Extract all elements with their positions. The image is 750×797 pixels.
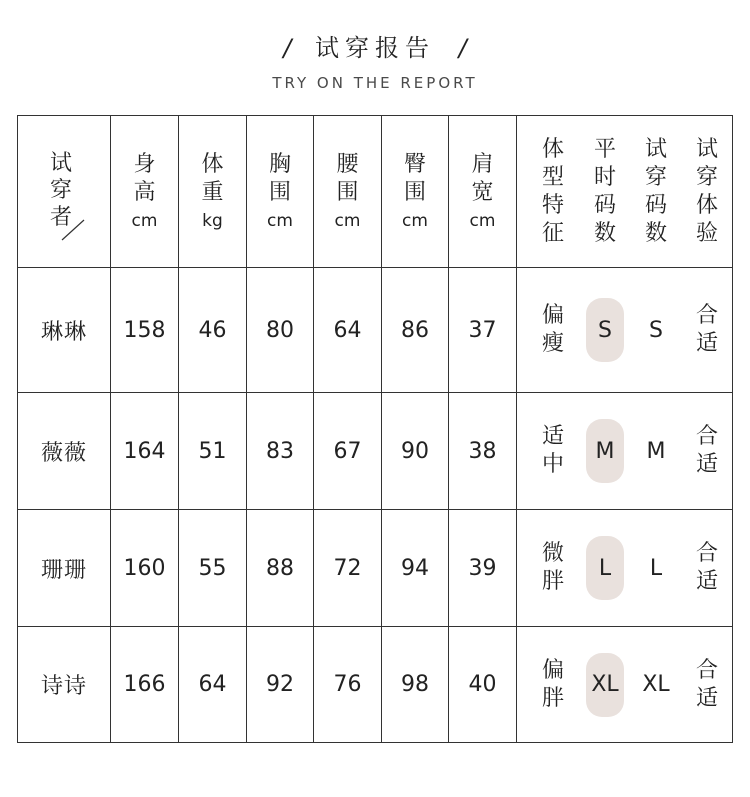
header-tester-inner <box>18 116 110 267</box>
weight-value: 46 <box>198 317 227 343</box>
waist-value: 67 <box>333 438 362 464</box>
header-experience-char: 穿 <box>695 164 718 190</box>
header-height-unit: cm <box>131 210 158 231</box>
shoulder-cell <box>449 268 517 392</box>
header-hip-char: 臀 <box>403 151 426 177</box>
chest-cell <box>247 510 314 626</box>
body-type-char: 适 <box>541 424 564 449</box>
header-weight <box>179 116 247 267</box>
hip-value: 98 <box>401 672 429 697</box>
header-shoulder <box>449 116 517 267</box>
header-hip <box>382 116 449 267</box>
experience-char: 合 <box>695 541 718 566</box>
header-usual-size-char: 平 <box>593 136 616 162</box>
experience-char: 合 <box>695 657 718 683</box>
tester-name: 琳琳 <box>40 319 87 345</box>
tester-name: 珊珊 <box>40 557 87 583</box>
weight-cell <box>179 510 247 626</box>
header-height-char: 高 <box>133 179 156 205</box>
try-size-cell <box>632 510 680 626</box>
report-title-text: 试穿报告 <box>315 34 435 62</box>
experience-cell <box>683 393 731 509</box>
header-try-size <box>632 116 680 267</box>
chest-value: 80 <box>266 317 294 343</box>
shoulder-value: 39 <box>468 555 497 581</box>
body-type-char: 胖 <box>541 569 564 594</box>
chest-cell <box>247 627 314 742</box>
body-type-char: 瘦 <box>541 331 564 356</box>
weight-value: 64 <box>198 672 227 697</box>
waist-cell <box>314 268 382 392</box>
table-row <box>18 627 732 742</box>
hip-value: 94 <box>401 555 429 581</box>
height-value: 158 <box>123 317 166 343</box>
height-value: 164 <box>123 438 166 464</box>
header-height <box>111 116 179 267</box>
chest-cell <box>247 268 314 392</box>
tester-name-cell <box>18 393 111 509</box>
header-usual-size-char: 时 <box>593 164 616 190</box>
report-title-cn <box>0 30 750 66</box>
waist-cell <box>314 393 382 509</box>
tester-name-cell <box>18 510 111 626</box>
try-size-cell <box>632 627 680 742</box>
header-fit-group <box>517 116 732 267</box>
header-weight-char: 重 <box>201 179 224 205</box>
hip-value: 90 <box>401 438 429 464</box>
height-cell <box>111 510 179 626</box>
header-waist-unit: cm <box>334 210 361 231</box>
chest-value: 92 <box>266 672 294 697</box>
header-body-type-char: 型 <box>541 164 564 190</box>
chest-cell <box>247 393 314 509</box>
waist-value: 72 <box>333 555 362 581</box>
try-on-grid <box>18 116 732 742</box>
header-try-size-char: 码 <box>644 192 667 218</box>
fit-cell-group <box>517 393 732 509</box>
tester-name: 诗诗 <box>40 674 87 699</box>
header-tester-char: 者 <box>50 205 73 230</box>
header-experience-char: 试 <box>695 136 718 162</box>
try-size-value: XL <box>642 672 670 697</box>
try-size-value: M <box>646 438 666 464</box>
usual-size-badge: XL <box>586 653 624 717</box>
waist-value: 76 <box>333 672 362 697</box>
experience-char: 合 <box>695 424 718 449</box>
header-try-size-char: 试 <box>644 136 667 162</box>
header-usual-size <box>581 116 629 267</box>
header-tester-char: 试 <box>50 151 73 176</box>
table-row <box>18 510 732 627</box>
header-body-type <box>529 116 577 267</box>
header-experience-char: 验 <box>695 220 718 246</box>
fit-cell-group <box>517 627 732 742</box>
header-hip-char: 围 <box>403 179 426 205</box>
weight-value: 51 <box>198 438 227 464</box>
try-size-cell <box>632 393 680 509</box>
usual-size-cell <box>581 510 629 626</box>
header-shoulder-unit: cm <box>469 210 496 231</box>
header-fit-subcolumns <box>517 116 732 267</box>
header-experience-char: 体 <box>695 192 718 218</box>
experience-cell <box>683 510 731 626</box>
usual-size-cell <box>581 393 629 509</box>
body-type-cell <box>529 627 577 742</box>
experience-char: 合 <box>695 303 718 328</box>
tester-name-cell <box>18 268 111 392</box>
header-waist-char: 腰 <box>336 151 359 177</box>
hip-cell <box>382 393 449 509</box>
body-type-cell <box>529 510 577 626</box>
try-size-value: L <box>649 555 663 581</box>
weight-cell <box>179 393 247 509</box>
experience-char: 适 <box>695 685 718 711</box>
header-shoulder-char: 宽 <box>471 179 494 205</box>
body-type-char: 中 <box>541 452 564 477</box>
fit-cell-group <box>517 268 732 392</box>
try-size-value: S <box>649 317 663 343</box>
shoulder-cell <box>449 393 517 509</box>
experience-char: 适 <box>695 331 718 356</box>
shoulder-value: 40 <box>468 672 497 697</box>
header-tester <box>18 116 111 267</box>
header-tester-char: 穿 <box>50 178 73 203</box>
header-body-type-char: 特 <box>541 192 564 218</box>
chest-value: 83 <box>266 438 294 464</box>
height-cell <box>111 268 179 392</box>
chest-value: 88 <box>266 555 294 581</box>
experience-char: 适 <box>695 452 718 477</box>
header-try-size-char: 数 <box>644 220 667 246</box>
body-type-cell <box>529 393 577 509</box>
shoulder-value: 38 <box>468 438 497 464</box>
header-chest <box>247 116 314 267</box>
body-type-char: 偏 <box>541 303 564 328</box>
table-row <box>18 393 732 510</box>
usual-size-badge: L <box>586 536 624 600</box>
weight-cell <box>179 268 247 392</box>
report-title-en: TRY ON THE REPORT <box>272 74 478 92</box>
body-type-char: 微 <box>541 541 564 566</box>
header-body-type-char: 征 <box>541 220 564 246</box>
tester-name: 薇薇 <box>40 440 87 466</box>
header-experience <box>683 116 731 267</box>
height-value: 160 <box>123 555 166 581</box>
fit-cell-group <box>517 510 732 626</box>
header-waist-char: 围 <box>336 179 359 205</box>
try-on-table <box>17 115 733 743</box>
header-weight-char: 体 <box>201 151 224 177</box>
header-usual-size-char: 码 <box>593 192 616 218</box>
header-chest-unit: cm <box>267 210 293 231</box>
height-value: 166 <box>123 672 166 697</box>
waist-cell <box>314 627 382 742</box>
header-waist <box>314 116 382 267</box>
shoulder-cell <box>449 627 517 742</box>
tester-name-cell <box>18 627 111 742</box>
body-type-cell <box>529 268 577 392</box>
header-body-type-char: 体 <box>541 136 564 162</box>
body-type-char: 偏 <box>541 657 564 683</box>
weight-cell <box>179 627 247 742</box>
hip-cell <box>382 268 449 392</box>
usual-size-badge: S <box>586 298 624 362</box>
hip-cell <box>382 510 449 626</box>
header-shoulder-char: 肩 <box>471 151 494 177</box>
usual-size-badge: M <box>586 419 624 483</box>
header-row <box>18 116 732 268</box>
usual-size-cell <box>581 268 629 392</box>
title-slash-left: / <box>283 34 292 62</box>
report-title-block <box>0 30 750 94</box>
waist-cell <box>314 510 382 626</box>
title-slash-right: / <box>458 34 467 62</box>
hip-value: 86 <box>401 317 429 343</box>
shoulder-value: 37 <box>468 317 497 343</box>
header-try-size-char: 穿 <box>644 164 667 190</box>
experience-cell <box>683 268 731 392</box>
header-chest-char: 胸 <box>268 151 291 177</box>
waist-value: 64 <box>333 317 362 343</box>
height-cell <box>111 627 179 742</box>
usual-size-cell <box>581 627 629 742</box>
header-height-char: 身 <box>133 151 156 177</box>
hip-cell <box>382 627 449 742</box>
header-diagonal-line <box>60 218 86 242</box>
table-row <box>18 268 732 393</box>
weight-value: 55 <box>198 555 227 581</box>
try-size-cell <box>632 268 680 392</box>
header-chest-char: 围 <box>268 179 291 205</box>
header-usual-size-char: 数 <box>593 220 616 246</box>
experience-cell <box>683 627 731 742</box>
shoulder-cell <box>449 510 517 626</box>
body-type-char: 胖 <box>541 685 564 711</box>
height-cell <box>111 393 179 509</box>
experience-char: 适 <box>695 569 718 594</box>
header-hip-unit: cm <box>402 210 428 231</box>
header-weight-unit: kg <box>202 210 223 231</box>
